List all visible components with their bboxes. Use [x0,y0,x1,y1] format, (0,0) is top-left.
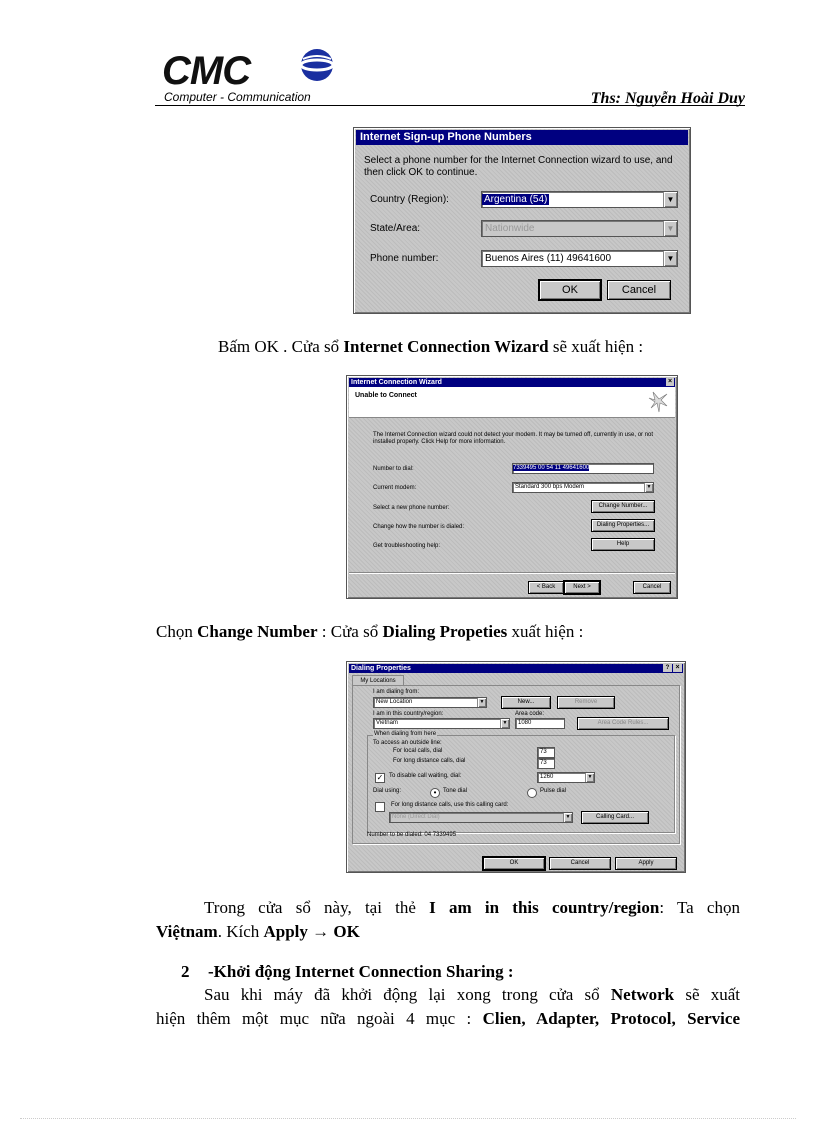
dialing-from-label: I am dialing from: [373,689,420,695]
modem-select[interactable] [512,482,654,493]
logo-globe-icon [296,46,338,84]
help-button[interactable]: Help [591,538,655,551]
local-calls-value: 73 [540,749,547,755]
page-bottom-border [20,1118,796,1119]
logo-subtitle: Computer - Communication [164,90,311,104]
title-text: Internet Connection Wizard [351,379,442,386]
text-bold: Apply → OK [263,922,360,941]
section-heading [181,960,741,984]
text-run: Trong cửa sổ này, tại thẻ [204,898,430,917]
calling-card-select[interactable] [389,812,573,823]
text-line [156,896,740,920]
chevron-down-icon[interactable]: ▼ [563,813,572,822]
phone-value: Buenos Aires (11) 49641600 [485,253,612,264]
area-code-value: 1080 [518,720,532,726]
instruction-text: Select a phone number for the Internet Connection wizard to use, and then click OK to continue. [364,155,673,178]
calling-card-value: None (Direct Dial) [392,814,440,820]
local-calls-label: For local calls, dial [393,748,443,754]
chevron-down-icon[interactable]: ▼ [477,698,486,707]
text-line [156,983,740,1007]
close-icon[interactable]: × [673,664,682,672]
country-value: Vietnam [376,720,398,726]
wizard-heading: Unable to Connect [355,392,417,399]
text-bold: Change Number [197,622,318,641]
area-code-rules-button[interactable]: Area Code Rules... [577,717,669,730]
next-button[interactable]: Next > [564,581,600,594]
ok-button[interactable]: OK [483,857,545,870]
number-to-be-dialed: Number to be dialed: 04 7339495 [367,832,457,838]
change-number-button[interactable]: Change Number... [591,500,655,513]
apply-button[interactable]: Apply [615,857,677,870]
text-bold: Network [610,985,675,1004]
new-phone-label: Select a new phone number: [373,505,450,511]
cancel-button[interactable]: Cancel [607,280,671,300]
text-bold: Clien, Adapter, Protocol, Service [482,1009,740,1028]
text-run: sẽ xuất hiện : [548,337,644,356]
cancel-button[interactable]: Cancel [549,857,611,870]
modem-value: Standard 300 bps Modem [515,484,585,490]
calling-card-button[interactable]: Calling Card... [581,811,649,824]
phone-numbers-dialog [353,127,691,314]
dialog-title [349,378,675,387]
chevron-down-icon[interactable]: ▼ [585,773,594,782]
dialog-title [349,664,683,673]
call-waiting-checkbox[interactable]: ✓ [376,773,384,782]
country-select[interactable] [373,718,510,729]
title-text: Dialing Properties [351,665,411,672]
wizard-sparkle-icon [647,390,671,414]
paragraph-wizard-appears [218,335,758,359]
long-distance-value: 73 [540,760,547,766]
text-run: xuất hiện : [507,622,584,641]
text-run: hiện thêm một mục nữa ngoài 4 mục : [156,1009,483,1028]
location-value: New Location [376,699,413,705]
tone-dial-label: Tone dial [443,788,468,794]
text-bold: Việtnam [156,922,218,941]
author-name: Ths: Nguyễn Hoài Duy [590,90,745,107]
call-waiting-label: To disable call waiting, dial: [389,773,462,779]
section-title: -Khởi động Internet Connection Sharing : [208,962,514,981]
call-waiting-value: 1260 [540,774,554,780]
phone-select[interactable] [481,250,678,267]
text-run: Sau khi máy đã khởi động lại xong trong cửa sổ [204,985,611,1004]
dialed-label: Change how the number is dialed: [373,524,465,530]
help-icon[interactable]: ? [663,664,672,672]
call-waiting-select[interactable] [537,772,595,783]
wizard-message: The Internet Connection wizard could not detect your modem. It may be turned off, currently in use, or not installed properly. Click Help for more information. [373,432,654,445]
area-code-label: Area code: [515,711,545,717]
text-line [156,920,740,944]
calling-card-label: For long distance calls, use this calling card: [391,802,509,808]
connection-wizard-dialog [346,375,678,599]
text-bold: Internet Connection Wizard [343,337,549,356]
cancel-button[interactable]: Cancel [633,581,671,594]
dialog-title: Internet Sign-up Phone Numbers [356,130,688,145]
outside-line-label: To access an outside line: [373,740,442,746]
text-run: . Kích [217,922,264,941]
tone-dial-radio[interactable]: • [430,788,440,798]
long-distance-input[interactable] [537,758,555,769]
section-number: 2 [181,962,190,981]
wizard-header-panel [349,387,675,418]
country-label: Country (Region): [370,194,449,205]
text-run: : Cửa sổ [317,622,383,641]
chevron-down-icon[interactable]: ▼ [644,483,653,492]
paragraph-network [156,983,740,1031]
country-select[interactable] [481,191,678,208]
state-label: State/Area: [370,223,421,234]
paragraph-change-number [156,620,756,644]
state-value: Nationwide [485,223,535,234]
calling-card-checkbox[interactable] [375,802,385,812]
back-button[interactable]: < Back [528,581,564,594]
new-location-button[interactable]: New... [501,696,551,709]
number-input[interactable] [512,463,654,474]
close-icon[interactable]: × [667,378,673,385]
dialing-properties-dialog [346,661,686,873]
text-run: sẽ xuất [674,985,740,1004]
paragraph-select-country [156,896,740,944]
modem-label: Current modem: [373,485,417,491]
chevron-down-icon[interactable]: ▼ [500,719,509,728]
country-label: I am in this country/region: [373,711,444,717]
phone-label: Phone number: [370,253,439,264]
text-run: Bấm OK . Cửa sổ [218,337,344,356]
local-calls-input[interactable] [537,747,555,758]
long-distance-label: For long distance calls, dial [393,758,466,764]
dial-using-label: Dial using: [373,788,402,794]
tab-my-locations[interactable]: My Locations [352,675,404,686]
ok-button[interactable]: OK [539,280,601,300]
number-label: Number to dial: [373,466,414,472]
chevron-down-icon[interactable]: ▼ [663,221,677,236]
chevron-down-icon[interactable]: ▼ [663,251,677,266]
text-bold: I am in this country/region [429,898,660,917]
help-label: Get troubleshooting help: [373,543,441,549]
pulse-dial-label: Pulse dial [540,788,567,794]
wizard-separator [349,572,675,573]
text-bold: Dialing Propeties [382,622,508,641]
text-run: Chọn [156,622,198,641]
logo-text: CMC [162,49,251,93]
country-value: Argentina (54) [484,194,548,205]
pulse-dial-radio[interactable] [527,788,537,798]
chevron-down-icon[interactable]: ▼ [663,192,677,207]
number-value: 7339495 00 54 11 49641600 [513,465,590,471]
location-select[interactable] [373,697,487,708]
when-dialing-label: When dialing from here [374,731,437,737]
remove-location-button[interactable]: Remove [557,696,615,709]
state-select[interactable] [481,220,678,237]
dialing-properties-button[interactable]: Dialing Properties... [591,519,655,532]
text-run: : Ta chọn [659,898,740,917]
area-code-input[interactable] [515,718,565,729]
text-line [156,1007,740,1031]
